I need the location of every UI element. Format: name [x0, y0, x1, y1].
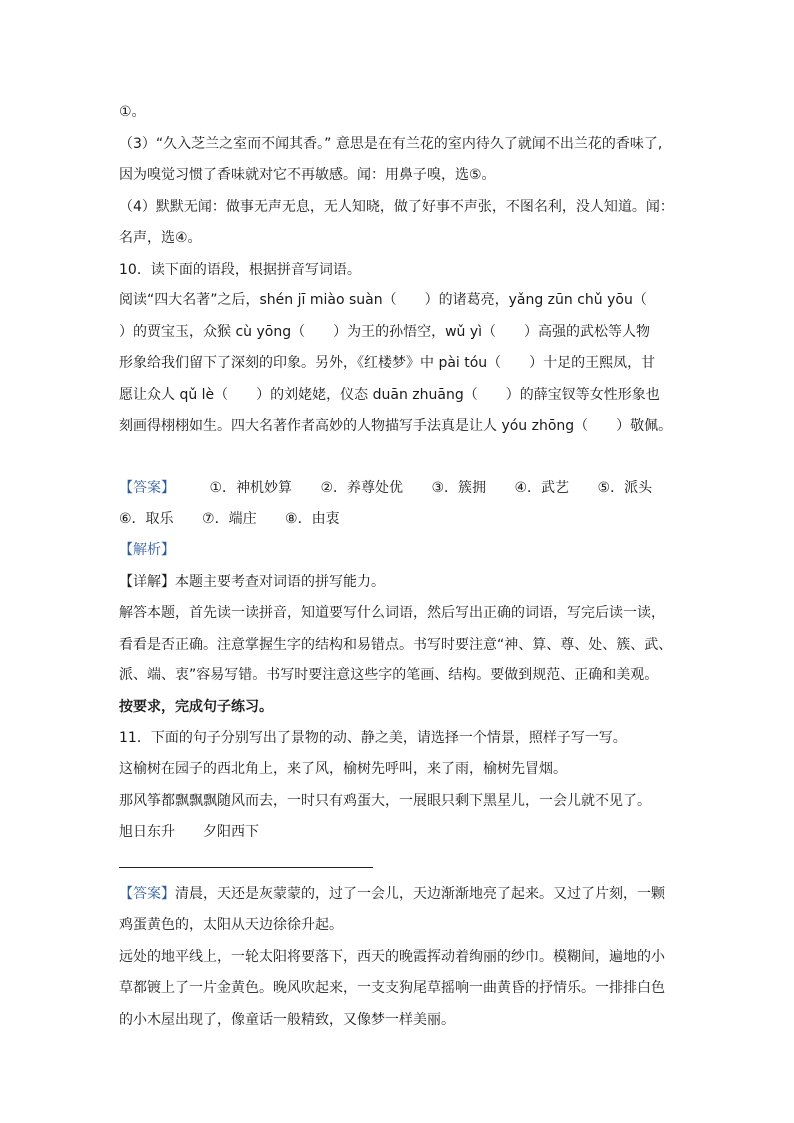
text-line: （3）“久入芝兰之室而不闻其香。” 意思是在有兰花的室内待久了就闻不出兰花的香味了, [119, 136, 663, 152]
answer-text: 清晨，天还是灰蒙蒙的，过了一会儿，天边渐渐地亮了起来。又过了片刻，一颗 [175, 886, 665, 902]
analysis-detail: 【详解】本题主要考查对词语的拼写能力。 [119, 574, 385, 590]
text-line: 名声，选④。 [119, 230, 202, 246]
text-line: 阅读“四大名著”之后，shén jī miào suàn（ ）的诸葛亮，yǎng zūn chǔ yōu（ [119, 292, 647, 308]
answer-item: ⑥．取乐 [119, 511, 174, 527]
text-line: 愿让众人 qǔ lè（ ）的刘姥姥，仪态 duān zhuāng（ ）的薛宝钗等女性形象也 [119, 387, 660, 403]
answer-row [119, 509, 679, 529]
scene-option: 夕阳西下 [203, 824, 259, 840]
answer-item: ⑧．由衷 [285, 511, 340, 527]
answer-row [119, 478, 679, 498]
answer-item: ⑤．派头 [597, 480, 653, 496]
answer-item: ③．簇拥 [431, 480, 487, 496]
question-11-title: 11．下面的句子分别写出了景物的动、静之美，请选择一个情景，照样子写一写。 [119, 730, 627, 746]
answer-tag: 【答案】 [119, 886, 175, 902]
text-line: ）的贾宝玉，众猴 cù yōng（ ）为王的孙悟空，wǔ yì（ ）高强的武松等人物 [119, 324, 651, 340]
answer-item: ②．养尊处优 [320, 480, 404, 496]
text-line: 因为嗅觉习惯了香味就对它不再敏感。闻：用鼻子嗅，选⑤。 [119, 167, 496, 183]
answer-item: ①．神机妙算 [209, 480, 293, 496]
text-line: 远处的地平线上，一轮太阳将要落下，西天的晚霞挥动着绚丽的纱巾。模糊间，遍地的小 [119, 949, 665, 965]
scene-options [119, 822, 679, 842]
answer-tag: 【答案】 [119, 480, 175, 496]
answer-line [119, 884, 679, 904]
question-10-title: 10．读下面的语段，根据拼音写词语。 [119, 262, 361, 278]
analysis-tag: 【解析】 [119, 542, 175, 558]
text-line: （4）默默无闻：做事无声无息，无人知晓，做了好事不声张，不图名利，没人知道。闻： [119, 199, 674, 215]
text-line: 派、端、衷”容易写错。书写时要注意这些字的笔画、结构。要做到规范、正确和美观。 [119, 667, 659, 683]
text-line: 的小木屋出现了，像童话一般精致，又像梦一样美丽。 [119, 1012, 455, 1028]
example-sentence: 那风筝都飘飘飘随风而去，一时只有鸡蛋大，一展眼只剩下黑星儿，一会儿就不见了。 [119, 793, 651, 809]
answer-item: ⑦．端庄 [202, 511, 257, 527]
text-line: 草都镀上了一片金黄色。晚风吹起来，一支支狗尾草摇响一曲黄昏的抒情乐。一排排白色 [119, 980, 665, 996]
text-line: 看看是否正确。注意掌握生字的结构和易错点。书写时要注意“神、算、尊、处、簇、武、 [119, 637, 673, 653]
text-line: ①。 [119, 104, 146, 120]
answer-item: ④．武艺 [514, 480, 570, 496]
text-line: 鸡蛋黄色的，太阳从天边徐徐升起。 [119, 917, 343, 933]
answer-underline [119, 867, 373, 868]
text-line: 刻画得栩栩如生。四大名著作者高妙的人物描写手法真是让人 yóu zhōng（ ）敬佩。 [119, 418, 673, 434]
example-sentence: 这榆树在园子的西北角上，来了风，榆树先呼叫，来了雨，榆树先冒烟。 [119, 761, 567, 777]
text-line: 形象给我们留下了深刻的印象。另外，《红楼梦》中 pài tóu（ ）十足的王熙凤，甘 [119, 355, 656, 371]
scene-option: 旭日东升 [119, 824, 175, 840]
section-title: 按要求，完成句子练习。 [119, 699, 273, 715]
text-line: 解答本题，首先读一读拼音，知道要写什么词语，然后写出正确的词语，写完后读一读， [119, 605, 665, 621]
